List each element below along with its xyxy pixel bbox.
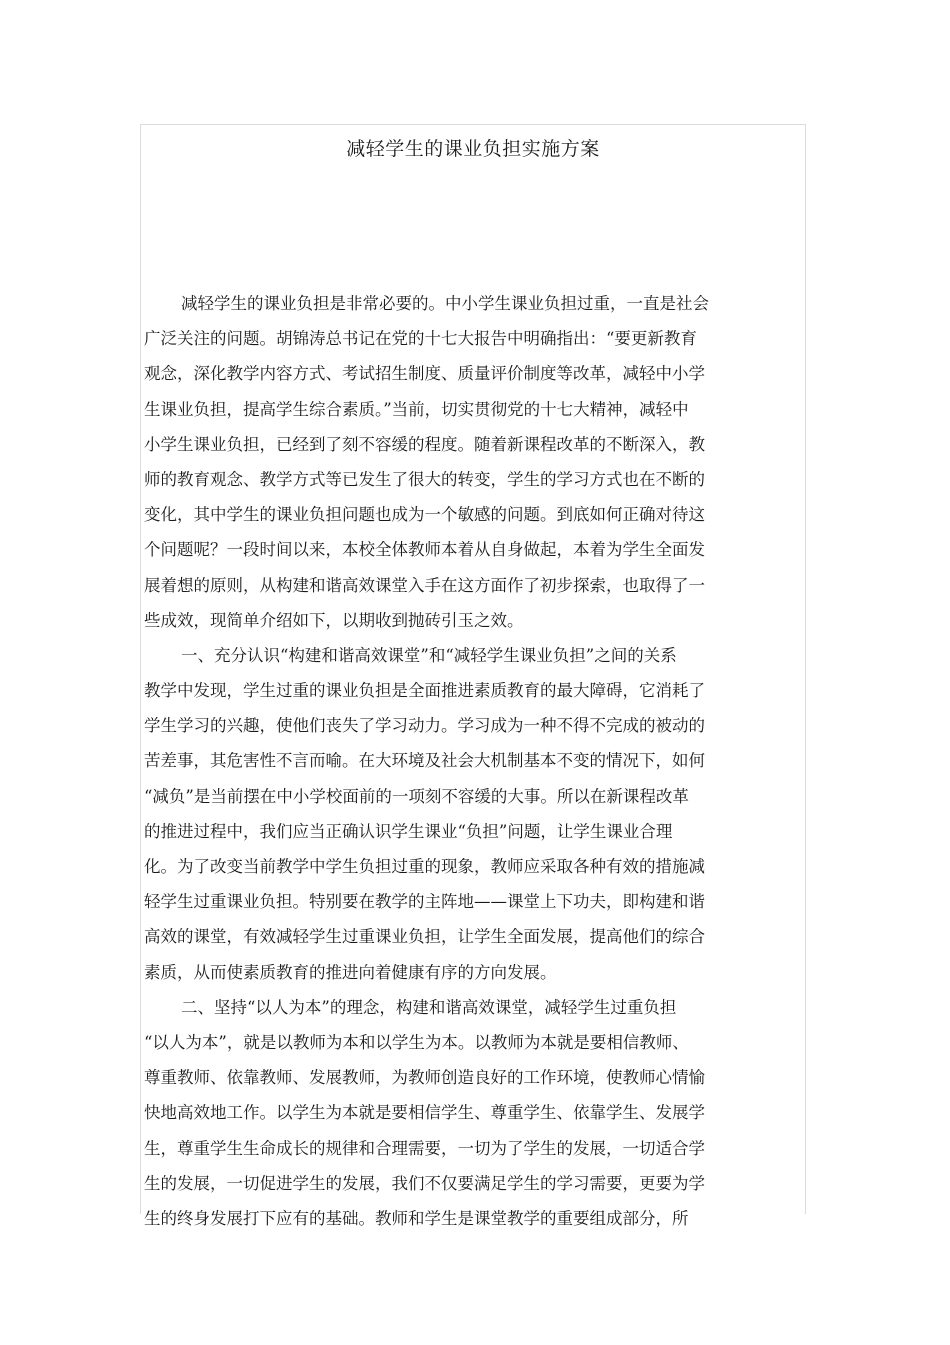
body-line: 生，尊重学生生命成长的规律和合理需要，一切为了学生的发展，一切适合学	[144, 1138, 705, 1158]
body-line: 展着想的原则，从构建和谐高效课堂入手在这方面作了初步探索，也取得了一	[144, 575, 705, 595]
body-line: 化。为了改变当前教学中学生负担过重的现象，教师应采取各种有效的措施减	[144, 857, 705, 876]
body-line: 生课业负担，提高学生综合素质。”当前，切实贯彻党的十七大精神，减轻中	[144, 399, 689, 419]
body-line: 苦差事，其危害性不言而喻。在大环境及社会大机制基本不变的情况下，如何	[144, 751, 705, 771]
body-line: 广泛关注的问题。胡锦涛总书记在党的十七大报告中明确指出：“要更新教育	[144, 329, 697, 349]
page-border-top	[140, 124, 806, 125]
body-line: 的推进过程中，我们应当正确认识学生课业“负担”问题，让学生课业合理	[144, 821, 673, 841]
page-border-right	[805, 124, 806, 1214]
body-line: 减轻学生的课业负担是非常必要的。中小学生课业负担过重，一直是社会	[181, 294, 709, 313]
body-line: 学生学习的兴趣，使他们丧失了学习动力。学习成为一种不得不完成的被动的	[144, 716, 705, 736]
body-line: 轻学生过重课业负担。特别要在教学的主阵地——课堂上下功夫，即构建和谐	[144, 892, 705, 912]
body-line: “以人为本”，就是以教师为本和以学生为本。以教师为本就是要相信教师、	[144, 1032, 689, 1052]
body-line: 一、充分认识“构建和谐高效课堂”和“减轻学生课业负担”之间的关系	[181, 645, 677, 665]
body-line: 二、坚持“以人为本”的理念，构建和谐高效课堂，减轻学生过重负担	[181, 997, 677, 1017]
body-line: 个问题呢？一段时间以来，本校全体教师本着从自身做起，本着为学生全面发	[144, 540, 705, 560]
body-line: 观念，深化教学内容方式、考试招生制度、质量评价制度等改革，减轻中小学	[144, 364, 705, 384]
body-line: 生的终身发展打下应有的基础。教师和学生是课堂教学的重要组成部分，所	[144, 1208, 689, 1228]
body-line: “减负”是当前摆在中小学校面前的一项刻不容缓的大事。所以在新课程改革	[144, 786, 689, 806]
body-line: 师的教育观念、教学方式等已发生了很大的转变，学生的学习方式也在不断的	[144, 469, 705, 489]
body-line: 高效的课堂，有效减轻学生过重课业负担，让学生全面发展，提高他们的综合	[144, 927, 705, 947]
body-line: 小学生课业负担，已经到了刻不容缓的程度。随着新课程改革的不断深入，教	[144, 434, 705, 454]
document-title: 减轻学生的课业负担实施方案	[346, 138, 600, 160]
body-line: 生的发展，一切促进学生的发展，我们不仅要满足学生的学习需要，更要为学	[144, 1173, 705, 1193]
body-line: 尊重教师、依靠教师、发展教师，为教师创造良好的工作环境，使教师心情愉	[144, 1068, 705, 1088]
body-line: 教学中发现，学生过重的课业负担是全面推进素质教育的最大障碍，它消耗了	[144, 681, 705, 701]
document-body	[144, 286, 724, 1236]
body-line: 快地高效地工作。以学生为本就是要相信学生、尊重学生、依靠学生、发展学	[144, 1103, 705, 1123]
page-border-left	[140, 124, 141, 1214]
body-line: 变化，其中学生的课业负担问题也成为一个敏感的问题。到底如何正确对待这	[144, 505, 705, 525]
body-line: 素质，从而使素质教育的推进向着健康有序的方向发展。	[144, 962, 557, 982]
body-line: 些成效，现简单介绍如下，以期收到抛砖引玉之效。	[144, 610, 524, 630]
